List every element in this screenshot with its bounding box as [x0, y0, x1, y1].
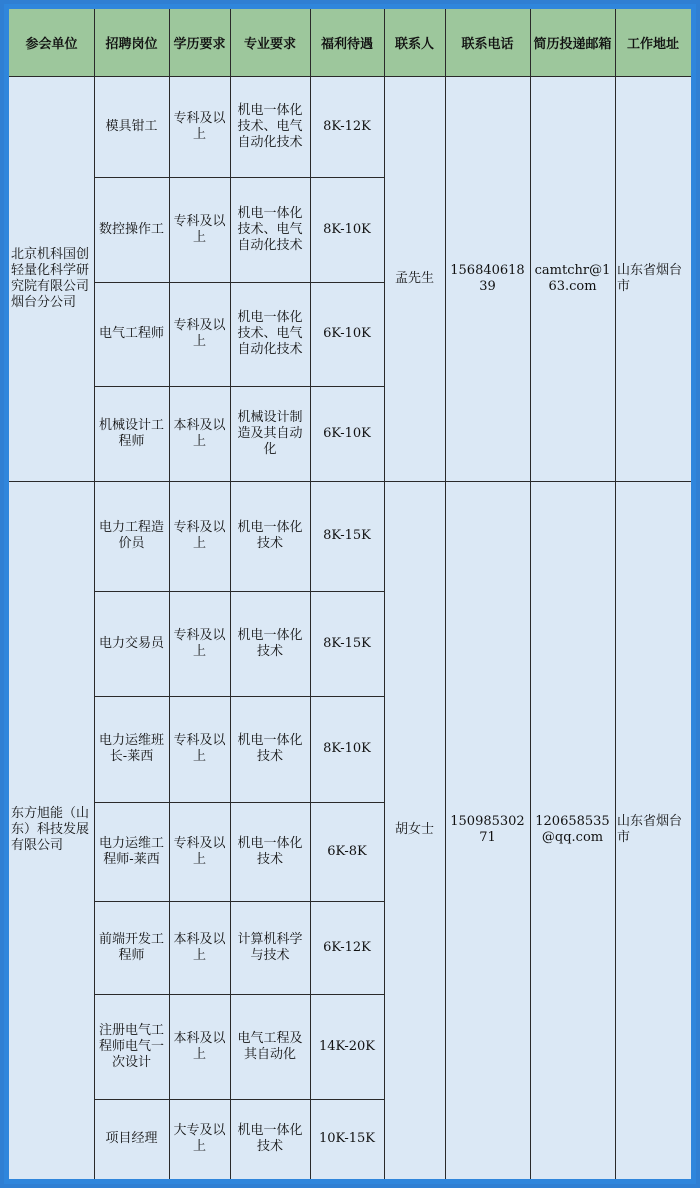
contact-person: 胡女士 [394, 822, 434, 837]
job-major: 计算机科学与技术 [237, 931, 303, 963]
job-education: 专科及以上 [173, 318, 226, 349]
job-salary: 6K-10K [323, 326, 371, 341]
resume-email: camtchr@163.com [534, 262, 611, 294]
job-title: 电力运维班长-莱西 [98, 733, 164, 764]
job-education: 专科及以上 [173, 627, 226, 659]
header-address: 工作地址 [626, 37, 679, 52]
job-major: 电气工程及其自动化 [237, 1030, 303, 1062]
job-major: 机电一体化技术 [237, 835, 303, 867]
row-divider [94, 386, 384, 387]
header-phone: 联系电话 [461, 37, 514, 52]
job-salary: 6K-12K [323, 939, 371, 955]
row-divider [94, 282, 384, 283]
header-major: 专业要求 [243, 37, 296, 52]
job-salary: 10K-15K [319, 1131, 375, 1146]
table-header [9, 9, 691, 76]
job-education: 大专及以上 [173, 1123, 226, 1154]
group-divider [9, 481, 691, 482]
header-contact: 联系人 [394, 37, 434, 52]
job-salary: 14K-20K [319, 1038, 375, 1054]
job-title: 机械设计工程师 [98, 417, 164, 449]
recruitment-table [9, 9, 691, 1179]
resume-email: 120658535@qq.com [535, 814, 610, 845]
contact-person: 孟先生 [394, 270, 434, 286]
job-title: 模具钳工 [105, 118, 158, 134]
job-salary: 6K-8K [327, 843, 367, 859]
job-title: 电气工程师 [98, 326, 164, 341]
column-divider [169, 9, 170, 1179]
page-frame [4, 4, 696, 1184]
job-salary: 8K-10K [323, 741, 371, 756]
job-title: 注册电气工程师电气一次设计 [98, 1022, 164, 1070]
column-divider [384, 9, 385, 1179]
job-education: 专科及以上 [173, 733, 226, 764]
job-education: 本科及以上 [173, 1030, 226, 1062]
column-divider [230, 9, 231, 1179]
row-divider [94, 994, 384, 995]
job-education: 专科及以上 [173, 835, 226, 867]
row-divider [94, 901, 384, 902]
column-divider [530, 9, 531, 1179]
job-title: 电力交易员 [98, 635, 164, 651]
contact-phone: 15684061839 [450, 262, 525, 294]
work-address: 山东省烟台市 [617, 814, 683, 845]
job-title: 项目经理 [105, 1131, 158, 1146]
job-title: 电力工程造价员 [98, 520, 164, 551]
column-divider [310, 9, 311, 1179]
contact-phone: 15098530271 [450, 814, 525, 845]
job-major: 机电一体化技术、电气自动化技术 [237, 102, 303, 150]
column-divider [94, 9, 95, 1179]
job-salary: 6K-10K [323, 425, 371, 441]
job-education: 专科及以上 [173, 110, 226, 142]
header-salary: 福利待遇 [320, 37, 373, 52]
job-education: 本科及以上 [173, 417, 226, 449]
company-name: 东方旭能（山东）科技发展有限公司 [11, 806, 90, 853]
job-education: 专科及以上 [173, 213, 226, 245]
header-position: 招聘岗位 [105, 37, 158, 52]
header-company: 参会单位 [25, 37, 78, 52]
job-major: 机电一体化技术、电气自动化技术 [237, 310, 303, 357]
job-title: 数控操作工 [98, 221, 164, 237]
row-divider [94, 591, 384, 592]
group-divider [9, 76, 691, 77]
job-major: 机电一体化技术、电气自动化技术 [237, 205, 303, 253]
row-divider [94, 177, 384, 178]
job-salary: 8K-15K [323, 528, 371, 543]
row-divider [94, 1099, 384, 1100]
job-major: 机电一体化技术 [237, 520, 303, 551]
job-salary: 8K-10K [323, 221, 371, 237]
column-divider [615, 9, 616, 1179]
job-education: 本科及以上 [173, 931, 226, 963]
company-name: 北京机科国创轻量化科学研究院有限公司烟台分公司 [11, 246, 90, 310]
header-education: 学历要求 [173, 37, 226, 52]
header-email: 简历投递邮箱 [533, 37, 612, 52]
job-major: 机电一体化技术 [237, 627, 303, 659]
job-major: 机电一体化技术 [237, 1123, 303, 1154]
job-salary: 8K-15K [323, 635, 371, 651]
job-salary: 8K-12K [323, 118, 371, 134]
job-title: 电力运维工程师-莱西 [98, 835, 164, 867]
job-education: 专科及以上 [173, 520, 226, 551]
job-major: 机械设计制造及其自动化 [237, 409, 303, 457]
work-address: 山东省烟台市 [617, 262, 683, 294]
row-divider [94, 696, 384, 697]
job-major: 机电一体化技术 [237, 733, 303, 764]
job-title: 前端开发工程师 [98, 931, 164, 963]
row-divider [94, 802, 384, 803]
column-divider [445, 9, 446, 1179]
